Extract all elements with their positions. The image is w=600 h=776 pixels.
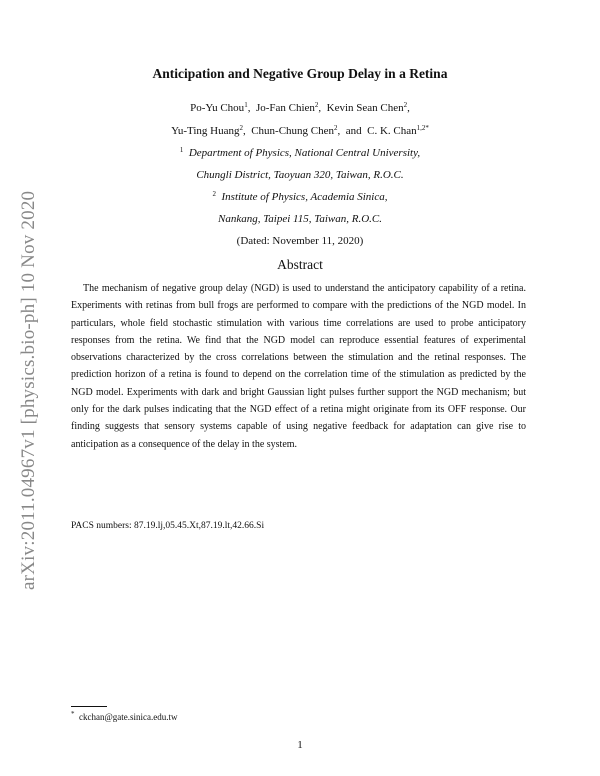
author-affiliation-mark: 1,2* bbox=[416, 124, 429, 132]
pacs-numbers: PACS numbers: 87.19.lj,05.45.Xt,87.19.lt,42.66.Si bbox=[71, 521, 265, 531]
footnote bbox=[71, 712, 178, 722]
abstract-body: The mechanism of negative group delay (NGD) is used to understand the anticipatory capability of a retina. Experiments with retinas from bull frogs are performed to compare with the predictions of the NGD model. In particulars, whole field stochastic stimulation with various time correlations are used to probe anticipatory responses from the retina. We find that the NGD model can reproduce essential features of experimental observations characterized by the cross correlations between the stimulation and the retinal responses. The prediction horizon of a retina is found to depend on the correlation time of the stimulation as predicted by the NGD model. Experiments with dark and bright Gaussian light pulses further support the NGD mechanism; but only for the dark pulses indicating that the NGD effect of a retina might originate from its OFF response. Our finding suggests that sensory systems capable of using negative feedback for adaptation can give rise to anticipation as a consequence of the delay in the system. bbox=[71, 283, 526, 450]
arxiv-identifier-stamp: arXiv:2011.04967v1 [physics.bio-ph] 10 Nov 2020 bbox=[18, 190, 39, 590]
date-line: (Dated: November 11, 2020) bbox=[236, 235, 364, 247]
author-line-1: Po-Yu Chou$^1$, Jo-Fan Chien$^2$, Kevin Sean Chen$^2$, bbox=[190, 101, 410, 114]
corresponding-email: ckchan@gate.sinica.edu.tw bbox=[79, 712, 178, 722]
author-conjunction: and bbox=[345, 125, 362, 137]
author-name: Po-Yu Chou bbox=[190, 102, 245, 114]
footnote-divider bbox=[71, 706, 107, 707]
author-name: Chun-Chung Chen bbox=[251, 125, 335, 137]
author-line-2: Yu-Ting Huang$^2$, Chun-Chung Chen$^2$, and C. K. Chan$^{1,2*}$ bbox=[171, 124, 429, 137]
author-name: Kevin Sean Chen bbox=[326, 102, 404, 114]
footnote-mark: * bbox=[71, 710, 75, 718]
affiliation-2-line-2: Nankang, Taipei 115, Taiwan, R.O.C. bbox=[217, 213, 382, 225]
affiliation-text: Institute of Physics, Academia Sinica, bbox=[221, 191, 388, 203]
author-affiliation-mark: 2 bbox=[334, 124, 338, 132]
author-name: Jo-Fan Chien bbox=[255, 102, 315, 114]
affiliation-1-line-1 bbox=[60, 147, 540, 159]
author-name: C. K. Chan bbox=[367, 125, 417, 137]
abstract-heading: Abstract bbox=[277, 257, 323, 272]
author-name: Yu-Ting Huang bbox=[171, 125, 240, 137]
affiliation-mark: 2 bbox=[212, 190, 216, 198]
page-number: 1 bbox=[297, 739, 303, 751]
affiliation-text: Department of Physics, National Central University, bbox=[188, 147, 421, 159]
affiliation-1-line-2: Chungli District, Taoyuan 320, Taiwan, R.O.C. bbox=[196, 169, 404, 181]
author-affiliation-mark: 2 bbox=[239, 124, 243, 132]
affiliation-2-line-1 bbox=[60, 191, 540, 203]
author-affiliation-mark: 1 bbox=[244, 101, 248, 109]
author-affiliation-mark: 2 bbox=[314, 101, 319, 109]
paper-title: Anticipation and Negative Group Delay in a Retina bbox=[152, 66, 448, 81]
affiliation-mark: 1 bbox=[179, 146, 184, 154]
author-affiliation-mark: 2 bbox=[403, 101, 408, 109]
